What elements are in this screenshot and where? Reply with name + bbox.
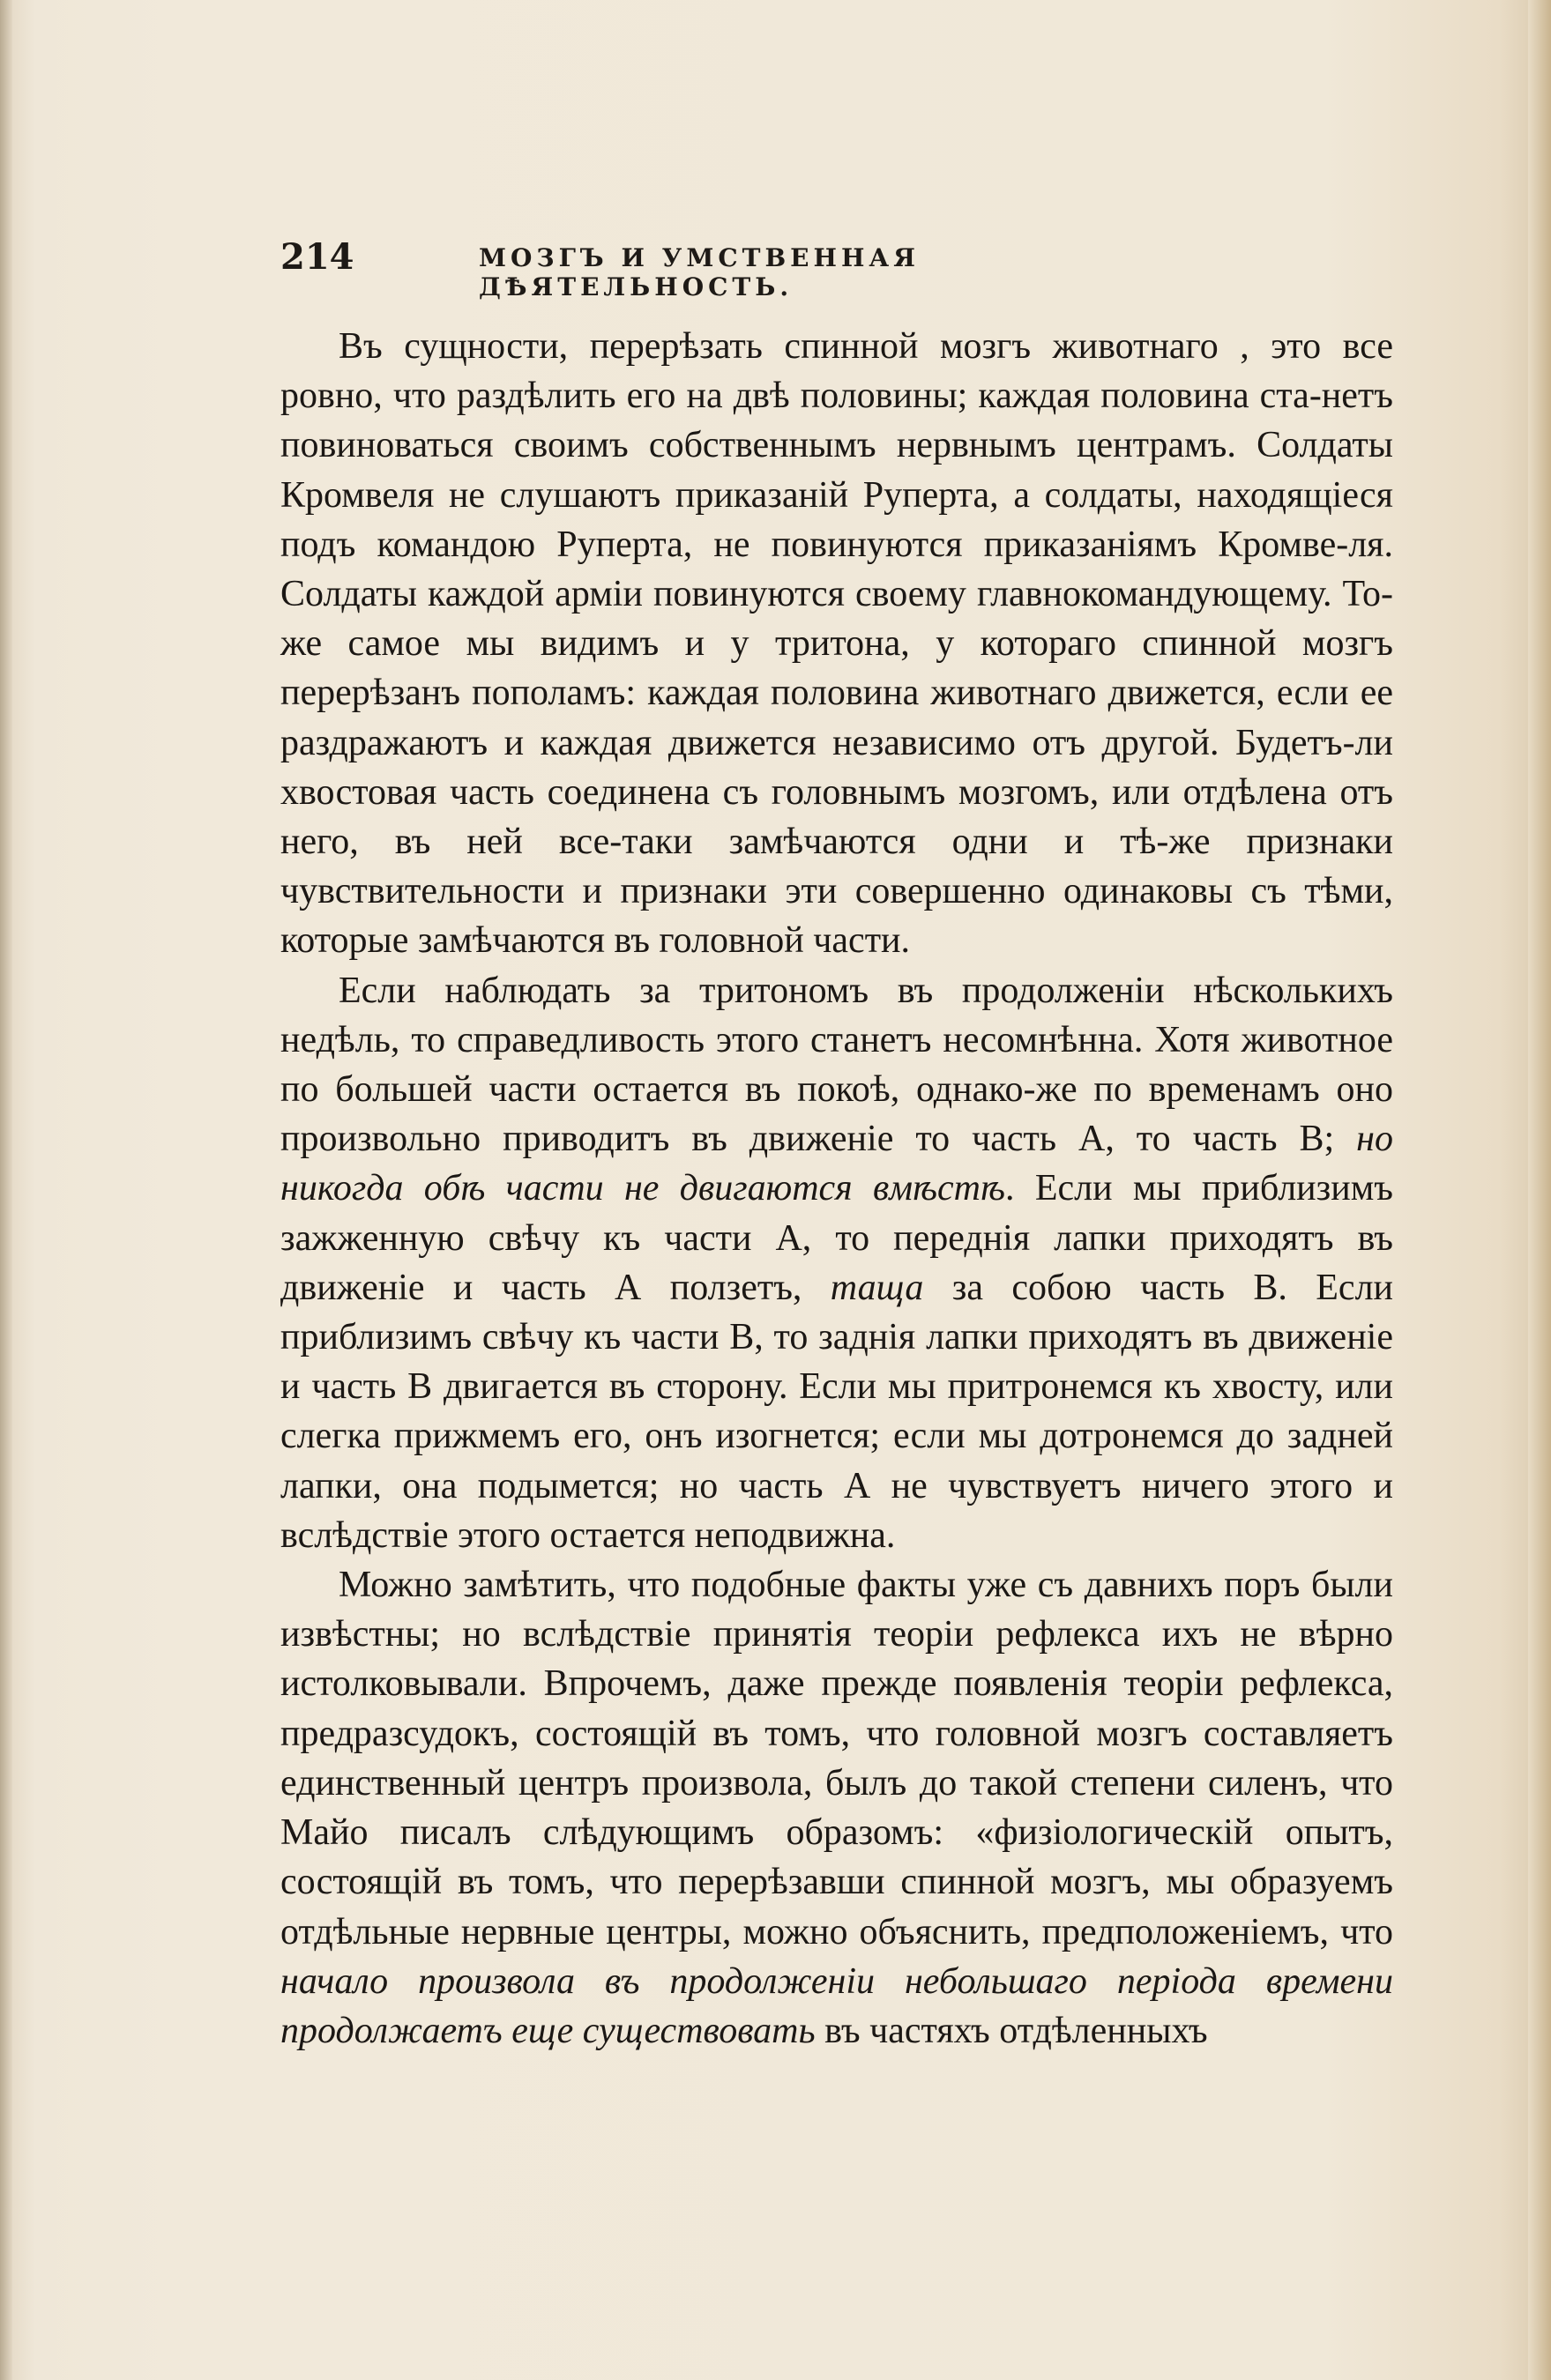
paragraph-2-text-c: за собою часть В. Если приблизимъ свѣчу къ части В, то заднія лапки приходятъ въ движеніе и часть В двигается въ сторону. Если мы притронемся къ хвосту, или слегка прижмемъ его, онъ изогнется; если мы дотронемся до задней лапки, она подымется; но часть А не чувствуетъ ничего этого и вслѣдствіе этого остается неподвижна. [280,1267,1394,1556]
paragraph-1-text: Въ сущности, перерѣзать спинной мозгъ животнаго , это все ровно, что раздѣлить его на двѣ половины; каждая половина ста-нетъ повиноваться своимъ собственнымъ нервнымъ центрамъ. Солдаты Кромвеля не слушаютъ приказаній Руперта, а солдаты, находящіеся подъ командою Руперта, не повинуются приказаніямъ Кромве-ля. Солдаты каждой арміи повинуются своему главнокомандующему. То-же самое мы видимъ и у тритона, у котораго спинной мозгъ перерѣзанъ пополамъ: каждая половина животнаго движется, если ее раздражаютъ и каждая движется независимо отъ другой. Будетъ-ли хвостовая часть соединена съ головнымъ мозгомъ, или отдѣлена отъ него, въ ней все-таки замѣчаются одни и тѣ-же признаки чувствительности и признаки эти совершенно одинаковы съ тѣми, которые замѣчаются въ головной части. [280,326,1393,962]
running-title: МОЗГЪ И УМСТВЕННАЯ ДѢЯТЕЛЬНОСТЬ. [479,243,920,301]
paragraph-3-text-b: въ частяхъ отдѣленныхъ [815,2010,1208,2051]
body-text [280,322,1393,2056]
paragraph-1 [280,322,1393,966]
paragraph-3-text-a: Можно замѣтить, что подобные факты уже съ давнихъ поръ были извѣстны; но вслѣдствіе принятія теоріи рефлекса ихъ не вѣрно истолковывали. Впрочемъ, даже прежде появленія теоріи рефлекса, предразсудокъ, состоящій въ томъ, что головной мозгъ составляетъ единственный центръ произвола, былъ до такой степени силенъ, что Майо писалъ слѣдующимъ образомъ: «физіологическій опытъ, состоящій въ томъ, что перерѣзавши спинной мозгъ, мы образуемъ отдѣльные нервные центры, можно объяснить, предположеніемъ, что [280,1565,1393,1952]
page-left-edge [0,0,12,2380]
paragraph-3 [280,1560,1393,2056]
page-header [280,236,1215,301]
paragraph-2-text-b: . Если мы приблизимъ зажженную свѣчу къ части А, то переднія лапки приходятъ въ движеніе и часть А ползетъ, [280,1168,1393,1308]
paragraph-2-emphasis-a: но никогда обѣ части не двигаются вмѣстѣ [280,1119,1393,1209]
paragraph-3-emphasis-a: начало произвола въ продолженіи небольшаго періода времени продолжаетъ еще существовать [280,1960,1393,2051]
paragraph-2-emphasis-b: таща [830,1267,924,1308]
page-number: 214 [280,236,354,278]
page-right-edge [1528,0,1551,2380]
paragraph-2-text-a: Если наблюдать за тритономъ въ продолженіи нѣсколькихъ недѣль, то справедливость этого станетъ несомнѣнна. Хотя животное по большей части остается въ покоѣ, однако-же по временамъ оно произвольно приводитъ въ движеніе то часть А, то часть В; [280,970,1393,1160]
paragraph-2 [280,966,1393,1560]
